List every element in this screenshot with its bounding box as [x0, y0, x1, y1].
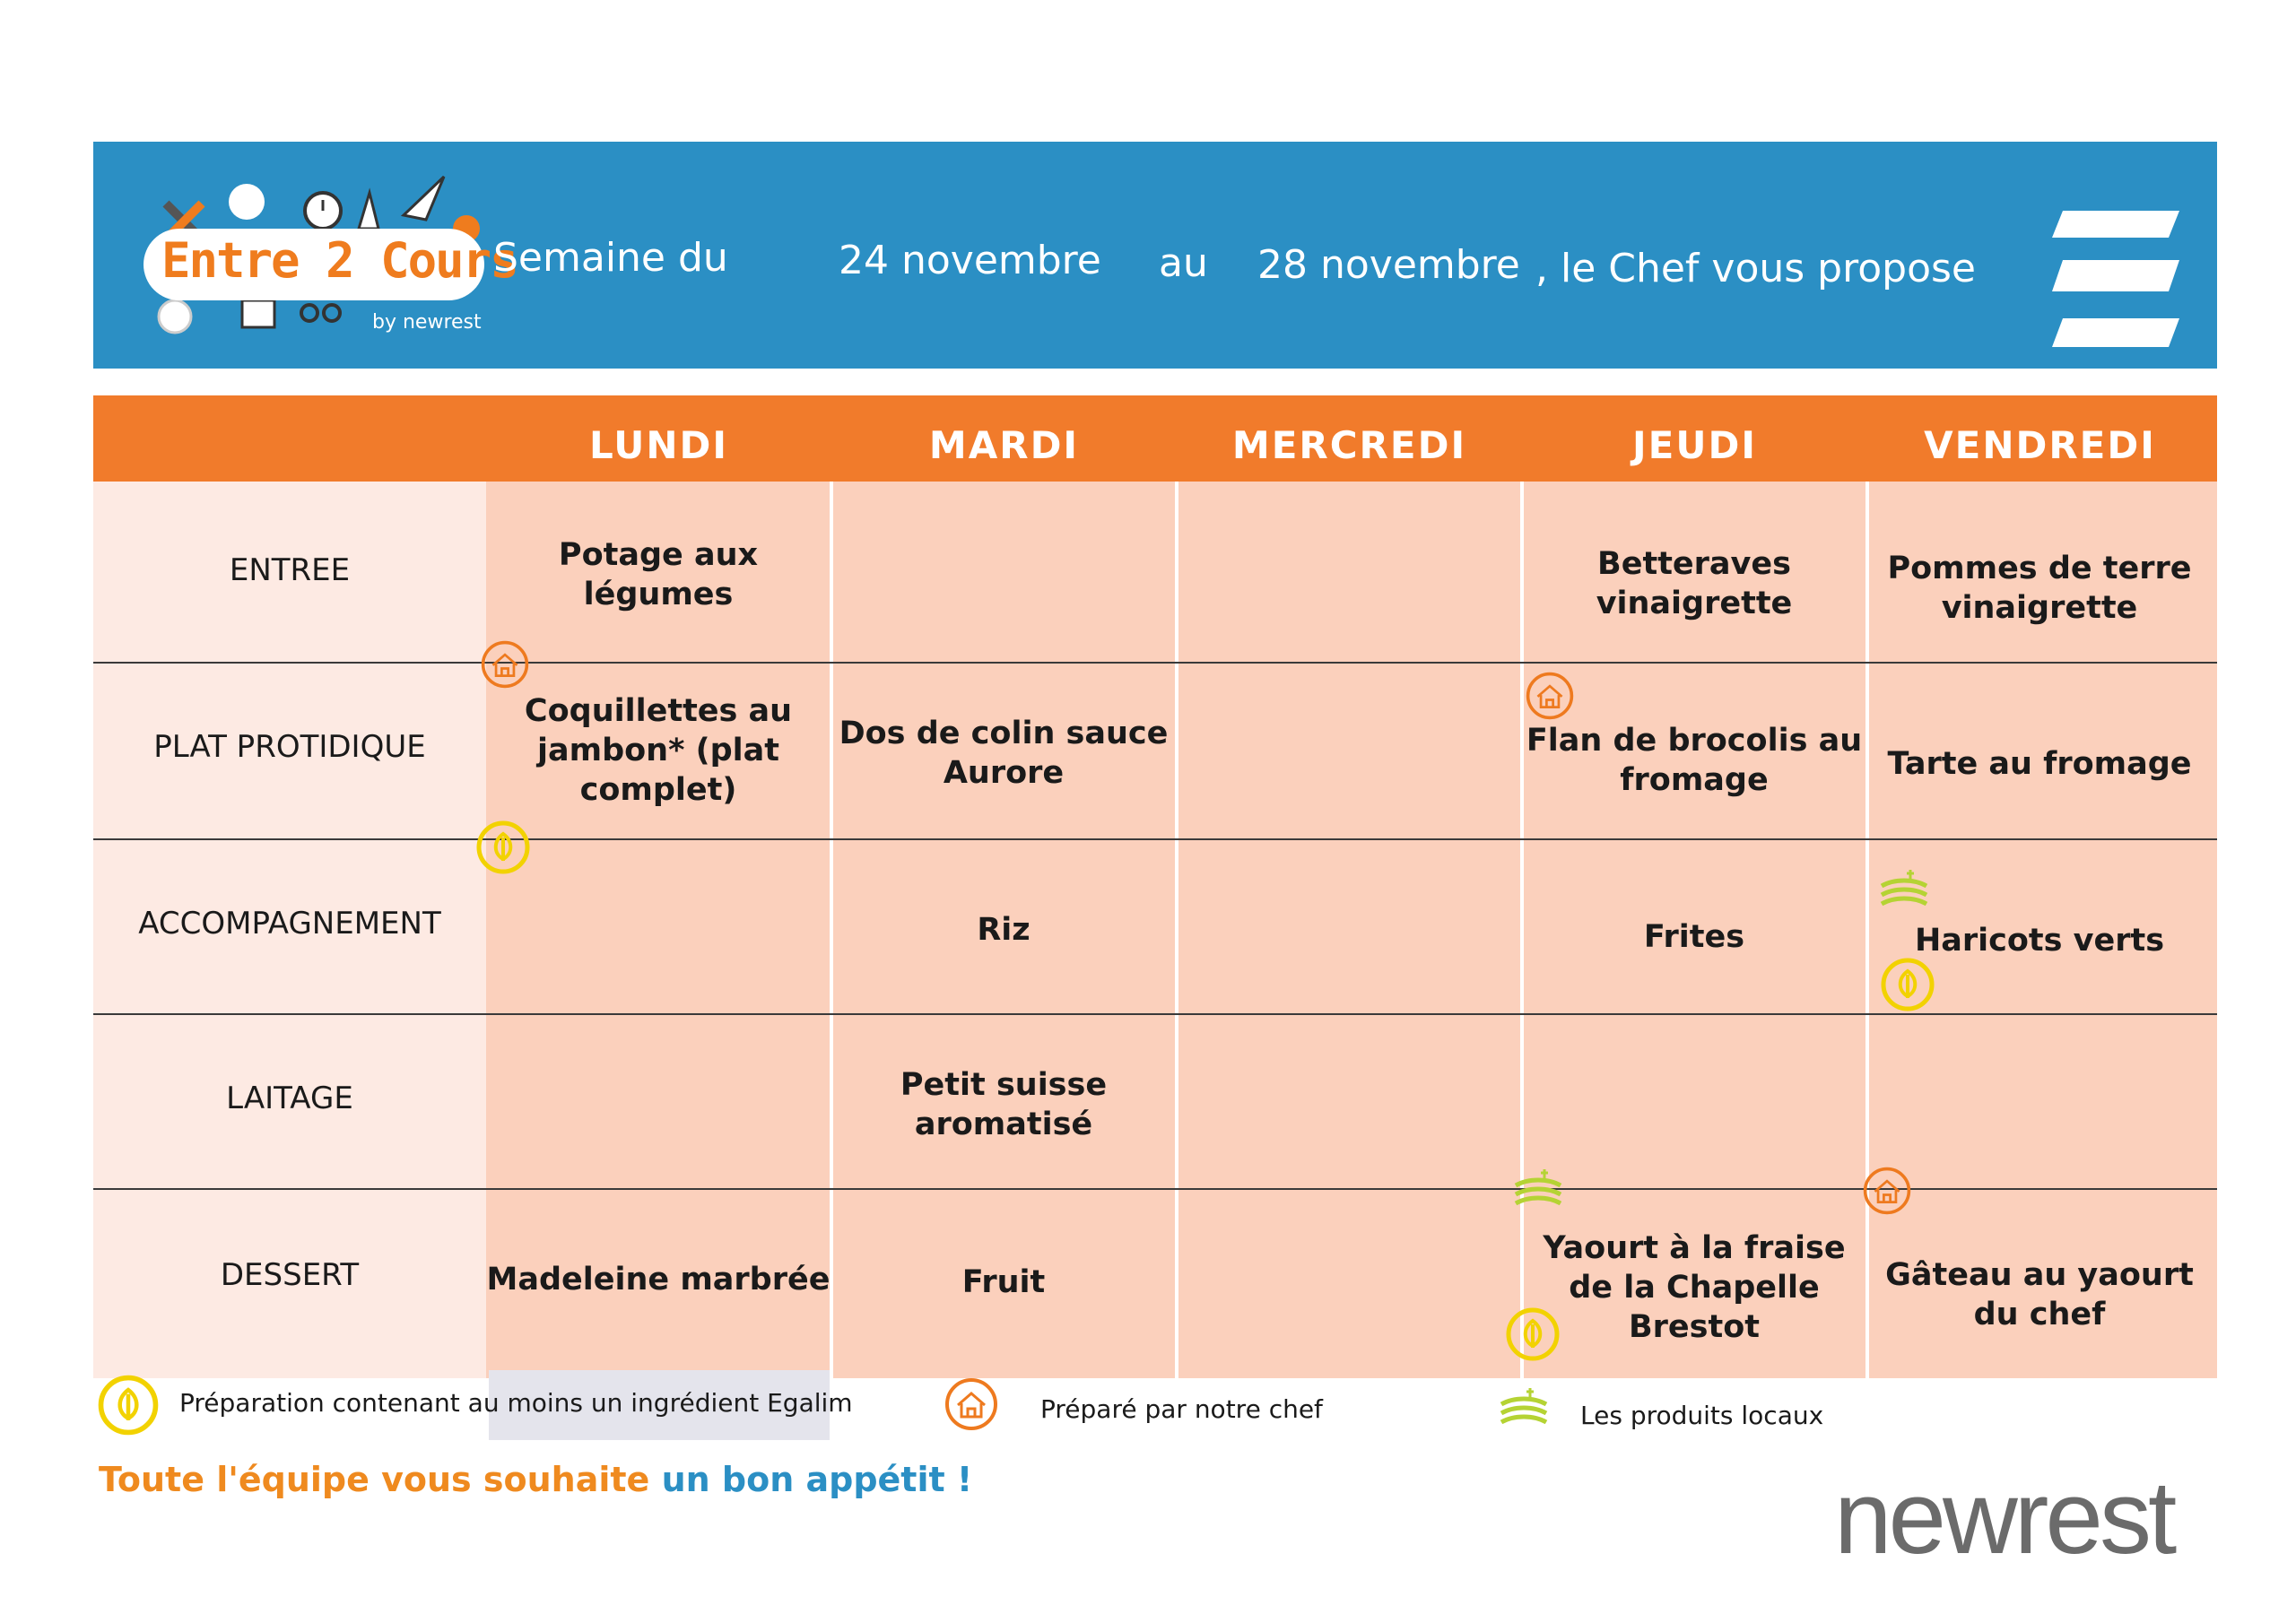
- row-label-entree: ENTREE: [229, 552, 351, 588]
- day-header-mercredi: MERCREDI: [1231, 423, 1467, 467]
- cell-plat-lundi: Coquillettes au jambon* (plat complet): [524, 693, 793, 808]
- egalim-leaf-icon: [1880, 957, 1935, 1012]
- cell-plat-jeudi: Flan de brocolis au fromage: [1526, 723, 1863, 798]
- week-intro: Semaine du: [493, 235, 728, 281]
- cell-entree-jeudi: Betteraves vinaigrette: [1596, 546, 1793, 621]
- day-header-lundi: LUNDI: [588, 423, 728, 467]
- egalim-leaf-icon: [1505, 1306, 1561, 1362]
- chef-house-icon: [480, 639, 530, 690]
- legend-chef-house-icon: [944, 1376, 999, 1432]
- legend-local-label: Les produits locaux: [1580, 1401, 1824, 1430]
- row-divider: [93, 1013, 2217, 1015]
- cell-laitage-mardi: Petit suisse aromatisé: [900, 1067, 1108, 1142]
- cell-dessert-mardi: Fruit: [961, 1264, 1046, 1300]
- newrest-logo: newrest: [1834, 1459, 2174, 1575]
- cell-accompagnement-mardi: Riz: [977, 912, 1031, 948]
- day-header-mardi: MARDI: [928, 423, 1080, 467]
- local-products-field-icon: [1510, 1162, 1566, 1218]
- week-outro: , le Chef vous propose: [1535, 246, 1976, 291]
- legend-chef-label: Préparé par notre chef: [1040, 1394, 1323, 1424]
- cell-accompagnement-vendredi: Haricots verts: [1914, 923, 2165, 959]
- row-divider: [93, 662, 2217, 664]
- cell-plat-mardi: Dos de colin sauce Aurore: [839, 716, 1169, 791]
- cell-entree-lundi: Potage aux légumes: [558, 537, 759, 612]
- day-header-jeudi: JEUDI: [1632, 423, 1757, 467]
- cell-dessert-vendredi: Gâteau au yaourt du chef: [1885, 1257, 2194, 1332]
- week-end-date: 28 novembre: [1257, 242, 1520, 288]
- footer-message: [99, 1460, 972, 1499]
- row-label-dessert: DESSERT: [220, 1257, 360, 1293]
- footer-message-part1: Toute l'équipe vous souhaite: [99, 1460, 650, 1499]
- legend-local-products-icon: [1496, 1381, 1552, 1436]
- logo-title: Entre 2 Cours: [161, 232, 517, 289]
- cell-entree-vendredi: Pommes de terre vinaigrette: [1887, 551, 2192, 626]
- entre-2-cours-logo: [135, 166, 517, 345]
- chef-house-icon: [1862, 1166, 1912, 1216]
- chef-house-icon: [1525, 671, 1575, 721]
- week-start-date: 24 novembre: [839, 238, 1101, 283]
- row-divider: [93, 838, 2217, 840]
- cell-plat-vendredi: Tarte au fromage: [1887, 746, 2192, 782]
- week-connector: au: [1159, 240, 1208, 286]
- newrest-stripes-icon: [2045, 202, 2188, 354]
- cell-dessert-lundi: Madeleine marbrée: [486, 1262, 831, 1298]
- row-label-plat-protidique: PLAT PROTIDIQUE: [153, 729, 426, 765]
- legend-egalim-label: Préparation contenant au moins un ingrédient Egalim: [179, 1388, 853, 1418]
- footer-message-part2: un bon appétit !: [661, 1460, 973, 1499]
- row-label-accompagnement: ACCOMPAGNEMENT: [138, 906, 441, 942]
- row-label-laitage: LAITAGE: [226, 1081, 353, 1116]
- cell-accompagnement-jeudi: Frites: [1643, 919, 1745, 955]
- egalim-leaf-icon: [475, 820, 531, 875]
- column-lundi: [486, 482, 831, 1378]
- day-header-vendredi: VENDREDI: [1924, 423, 2156, 467]
- cell-dessert-jeudi: Yaourt à la fraise de la Chapelle Brestot: [1543, 1230, 1846, 1345]
- logo-byline: by newrest: [372, 311, 482, 334]
- legend-egalim-leaf-icon: [97, 1374, 160, 1436]
- local-products-field-icon: [1876, 863, 1932, 918]
- column-mercredi: [1177, 482, 1521, 1378]
